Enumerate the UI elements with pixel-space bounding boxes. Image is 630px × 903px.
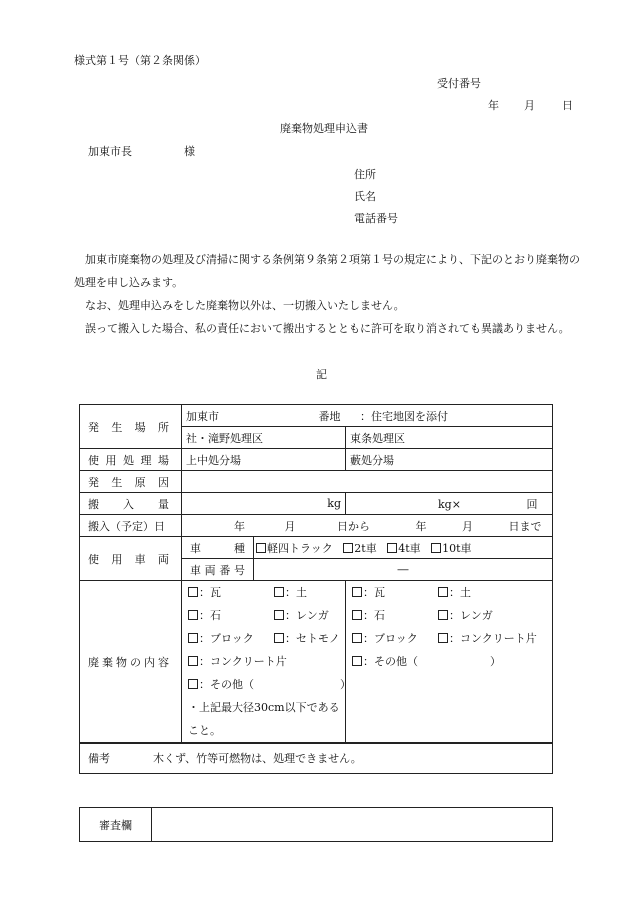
remarks-cell [80,743,553,773]
checkbox-icon[interactable] [256,543,266,553]
vehicle-option-2t[interactable] [343,542,376,555]
checkbox-icon[interactable] [188,656,198,666]
facility-2-cell[interactable] [346,449,553,471]
facility-label: 使用処理場 [80,449,182,471]
location-city: 加東市 [186,409,219,423]
date-field[interactable] [182,515,553,537]
site-1: 社・滝野処理区 [186,431,263,445]
vehicle-type-options [254,537,553,559]
facility-row [80,449,553,471]
waste-other-left: ：その他（ [199,678,254,691]
date-row [80,515,553,537]
site-2-cell[interactable] [346,427,553,449]
checkbox-icon[interactable] [188,610,198,620]
waste-block-right: ：ブロック [363,632,418,645]
review-label: 審査欄 [80,808,152,842]
cause-row [80,471,553,493]
amount-label: 搬入量 [80,493,182,515]
vehicle-number-dash: ― [397,563,409,576]
checkbox-icon[interactable] [387,543,397,553]
review-table [79,807,553,842]
receipt-number-label: 受付番号 [437,77,481,90]
site-1-cell[interactable] [182,427,346,449]
waste-tsuchi-right: ：土 [449,586,471,599]
vehicle-option-10t[interactable] [431,542,471,555]
vehicle-type-label: 車種 [182,537,254,559]
cause-label: 発生原因 [80,471,182,493]
waste-renga-right: ：レンガ [449,609,493,622]
waste-concrete-left: ：コンクリート片 [199,655,287,668]
waste-kawara-right: ：瓦 [363,586,385,599]
review-field[interactable] [152,808,553,842]
applicant-name-label: 氏名 [354,190,376,203]
waste-ishi-left: ：石 [199,609,221,622]
date-to: 日まで [508,519,542,533]
checkbox-icon[interactable] [274,633,284,643]
waste-renga-left: ：レンガ [285,609,329,622]
waste-row [80,581,553,744]
date-month-2: 月 [462,519,473,533]
waste-tsuchi-left: ：土 [285,586,307,599]
date-from: 日から [337,519,370,533]
waste-other-right: ：その他（ [363,655,418,668]
amount-trips-field[interactable] [346,493,553,515]
body-text [74,248,586,340]
checkbox-icon[interactable] [188,633,198,643]
vehicle-row-1 [80,537,553,559]
checkbox-icon[interactable] [274,610,284,620]
checkbox-icon[interactable] [438,587,448,597]
waste-setomono-left: ：セトモノ [285,632,340,645]
vehicle-option-4t[interactable] [387,542,420,555]
checkbox-icon[interactable] [188,679,198,689]
checkbox-icon[interactable] [352,587,362,597]
date-year-2: 年 [415,519,427,533]
location-banchi: 番地 [318,409,341,423]
waste-kawara-left: ：瓦 [199,586,221,599]
waste-size-note-line-1: ・上記最大径30cm以下である [188,701,340,714]
vehicle-label: 使用車両 [80,537,182,581]
vehicle-option-4t-label: 4t車 [398,541,421,555]
checkbox-icon[interactable] [274,587,284,597]
date-label: 搬入（予定）日 [80,515,182,537]
checkbox-icon[interactable] [188,587,198,597]
waste-label: 廃棄物の内容 [80,581,182,744]
remarks-text: 木くず、竹等可燃物は、処理できません。 [153,752,362,766]
vehicle-option-kei[interactable] [256,542,333,555]
vehicle-number-field[interactable] [254,559,553,581]
checkbox-icon[interactable] [352,610,362,620]
vehicle-number-label: 車両番号 [182,559,254,581]
location-row-1 [80,405,553,427]
date-month-label: 月 [524,99,535,112]
document-title: 廃棄物処理申込書 [280,122,368,135]
application-table [79,404,553,774]
checkbox-icon[interactable] [438,633,448,643]
waste-other-right-close: ） [490,655,501,668]
amount-kg-field[interactable] [182,493,346,515]
facility-2: 藪処分場 [350,453,394,467]
waste-list-left [182,581,351,744]
checkbox-icon[interactable] [438,610,448,620]
ki-note: 記 [316,368,327,381]
facility-1-cell[interactable] [182,449,346,471]
applicant-phone-label: 電話番号 [354,212,398,225]
checkbox-icon[interactable] [352,633,362,643]
checkbox-icon[interactable] [343,543,353,553]
body-paragraph-2: なお、処理申込みをした廃棄物以外は、一切搬入いたしません。 [85,299,405,312]
cause-field[interactable] [182,471,553,493]
applicant-address-label: 住所 [354,168,376,181]
waste-block-left: ：ブロック [199,632,254,645]
waste-list-right [346,581,553,744]
facility-1: 上中処分場 [186,453,241,467]
site-2: 東条処理区 [350,431,405,445]
amount-times: 回 [526,497,538,511]
addressee-name: 加東市長 [88,145,132,158]
vehicle-option-kei-label: 軽四トラック [267,541,333,555]
waste-other-left-close: ） [340,678,351,691]
remarks-row [80,743,553,773]
date-year-label: 年 [488,99,499,112]
form-number: 様式第１号（第２条関係） [74,54,206,67]
location-note: ：住宅地図を添付 [360,409,448,423]
amount-unit-1: kg [327,497,341,510]
waste-ishi-right: ：石 [363,609,385,622]
location-address-cell[interactable] [182,405,553,427]
amount-unit-2: kg× [438,497,461,511]
remarks-label: 備考 [88,752,110,766]
waste-size-note-line-2: こと。 [188,724,221,737]
date-month-1: 月 [284,519,296,533]
location-label: 発生場所 [80,405,182,449]
date-day-label: 日 [562,99,573,112]
waste-concrete-right: ：コンクリート片 [449,632,537,645]
checkbox-icon[interactable] [352,656,362,666]
body-paragraph-1: 加東市廃棄物の処理及び清掃に関する条例第９条第２項第１号の規定により、下記のとおり廃棄物の処理を申し込みます。 [74,253,580,289]
date-year-1: 年 [234,519,245,533]
body-paragraph-3: 誤って搬入した場合、私の責任において搬出するとともに許可を取り消されても異議ありません。 [85,322,570,335]
vehicle-option-10t-label: 10t車 [442,541,472,555]
addressee-honorific: 様 [184,145,195,158]
amount-row [80,493,553,515]
vehicle-option-2t-label: 2t車 [354,541,377,555]
checkbox-icon[interactable] [431,543,441,553]
